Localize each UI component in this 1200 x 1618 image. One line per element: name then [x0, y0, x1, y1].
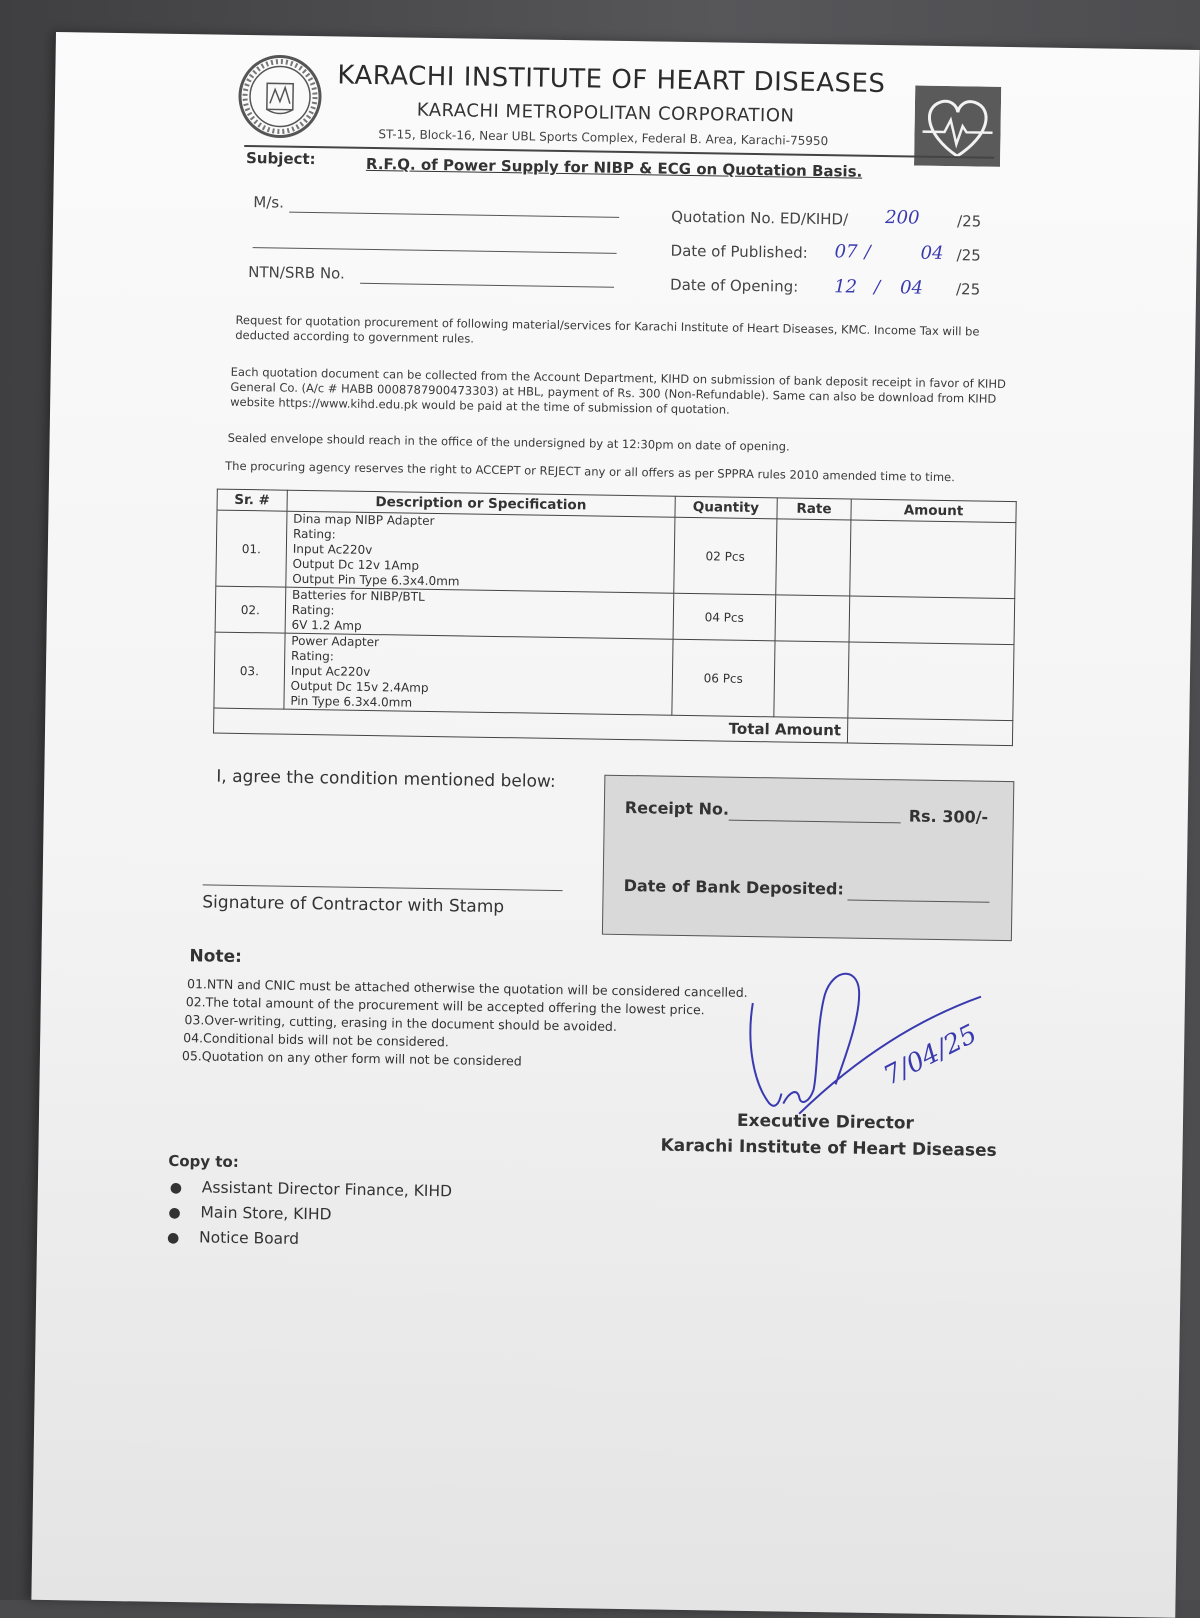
note-title: Note:	[189, 946, 243, 968]
opening-month: 04	[899, 277, 924, 299]
bullet-icon: ●	[166, 1229, 180, 1247]
header-quantity: Quantity	[675, 496, 778, 519]
institute-address: ST-15, Block-16, Near UBL Sports Complex, Federal B. Area, Karachi-75950	[378, 127, 829, 149]
subject-text: R.F.Q. of Power Supply for NIBP & ECG on Quotation Basis.	[365, 154, 863, 181]
contractor-signature-label: Signature of Contractor with Stamp	[202, 892, 505, 918]
description-line: Rating:	[291, 602, 335, 618]
total-amount-label: Total Amount	[214, 708, 848, 743]
receipt-box	[602, 775, 1014, 941]
row-quantity: 02 Pcs	[673, 517, 776, 595]
ntn-field[interactable]	[360, 283, 614, 288]
copy-to-item: Assistant Director Finance, KIHD	[201, 1178, 453, 1201]
row-amount[interactable]	[848, 642, 1014, 721]
copy-to-item: Notice Board	[198, 1228, 300, 1248]
items-table	[213, 489, 1017, 747]
heart-ecg-logo-icon	[914, 86, 1001, 167]
quotation-number-suffix: /25	[956, 212, 982, 231]
receipt-number-field[interactable]	[729, 820, 901, 824]
paragraph-procurement: Request for quotation procurement of following material/services for Karachi Institute of Heart Diseases, KMC. Income Tax will be deducted according to government rules.	[235, 312, 980, 346]
table-row	[214, 632, 1014, 721]
paragraph-rights: The procuring agency reserves the right to ACCEPT or REJECT any or all offers as per SPPRA rules 2010 amended time to time.	[225, 458, 955, 485]
description-line: Output Pin Type 6.3x4.0mm	[292, 571, 460, 589]
published-date-label: Date of Published:	[670, 241, 808, 262]
row-amount[interactable]	[849, 596, 1015, 645]
signatory-title: Executive Director	[736, 1110, 915, 1134]
row-sr: 03.	[214, 632, 285, 709]
quotation-document	[31, 32, 1199, 1618]
description-line: Input Ac220v	[292, 541, 373, 558]
description-line: Pin Type 6.3x4.0mm	[290, 693, 413, 710]
paragraph-collection: Each quotation document can be collected from the Account Department, KIHD on submission of bank deposit receipt in favor of KIHD General Co. (A/c # HABB 0008787900473303) at HBL, payment of Rs. 300 (Non-Refundable). Same can also be download from KIHD website https://www.kihd.edu.pk would be paid at the time of submission of quotation.	[230, 364, 1006, 417]
signatory-organization: Karachi Institute of Heart Diseases	[660, 1135, 997, 1161]
subject-label: Subject:	[245, 149, 316, 169]
row-amount[interactable]	[850, 520, 1016, 599]
published-separator: /	[864, 241, 871, 263]
bank-deposit-date-label: Date of Bank Deposited:	[623, 876, 844, 899]
published-month: 04	[920, 242, 944, 264]
published-day: 07	[834, 241, 858, 263]
note-item: 01.NTN and CNIC must be attached otherwise the quotation will be considered cancelled.	[186, 976, 748, 1000]
row-description	[285, 587, 674, 639]
bank-deposit-date-field[interactable]	[847, 900, 989, 903]
copy-to-item: Main Store, KIHD	[200, 1203, 332, 1224]
ntn-label: NTN/SRB No.	[248, 263, 345, 283]
opening-day: 12	[833, 276, 858, 298]
description-line: Batteries for NIBP/BTL	[291, 587, 425, 604]
row-description	[284, 633, 673, 715]
description-line: Output Dc 12v 1Amp	[292, 556, 420, 573]
kihd-seal-icon	[236, 53, 323, 140]
quotation-number-value: 200	[885, 207, 920, 229]
receipt-amount: Rs. 300/-	[908, 806, 989, 827]
ms-field-line-2[interactable]	[253, 247, 617, 254]
description-line: Rating:	[292, 526, 336, 542]
description-line: Rating:	[290, 648, 334, 664]
published-suffix: /25	[956, 246, 981, 265]
header-description: Description or Specification	[287, 490, 675, 517]
paragraph-sealed: Sealed envelope should reach in the office of the undersigned by at 12:30pm on date of opening.	[227, 430, 790, 454]
description-line: 6V 1.2 Amp	[291, 617, 362, 633]
opening-date-label: Date of Opening:	[669, 275, 799, 296]
opening-suffix: /25	[955, 280, 981, 299]
row-sr: 01.	[216, 510, 287, 587]
opening-separator: /	[873, 276, 881, 298]
row-rate[interactable]	[774, 641, 849, 718]
row-rate[interactable]	[775, 595, 850, 642]
note-item: 04.Conditional bids will not be considered.	[183, 1030, 449, 1050]
receipt-number-label: Receipt No.	[624, 798, 730, 819]
row-rate[interactable]	[776, 519, 851, 596]
note-item: 03.Over-writing, cutting, erasing in the document should be avoided.	[184, 1012, 618, 1034]
row-quantity: 06 Pcs	[672, 639, 775, 717]
contractor-signature-field[interactable]	[203, 884, 563, 891]
table-row	[216, 510, 1016, 599]
header-sr: Sr. #	[217, 489, 287, 511]
agreement-text: I, agree the condition mentioned below:	[216, 766, 556, 792]
institute-name: KARACHI INSTITUTE OF HEART DISEASES	[337, 60, 886, 100]
bullet-icon: ●	[169, 1179, 183, 1197]
header-rule	[244, 145, 994, 159]
signature-date: 7/04/25	[879, 1019, 982, 1092]
description-line: Output Dc 15v 2.4Amp	[290, 678, 429, 695]
row-quantity: 04 Pcs	[673, 593, 776, 641]
ms-field[interactable]	[289, 212, 619, 218]
corporation-name: KARACHI METROPOLITAN CORPORATION	[416, 99, 795, 127]
description-line: Power Adapter	[291, 633, 380, 650]
row-description	[286, 511, 675, 593]
header-amount: Amount	[851, 499, 1016, 523]
total-amount-value[interactable]	[847, 718, 1012, 746]
row-sr: 02.	[215, 586, 286, 633]
note-item: 02.The total amount of the procurement will be accepted offering the lowest price.	[185, 994, 705, 1018]
bullet-icon: ●	[168, 1204, 181, 1222]
description-line: Dina map NIBP Adapter	[293, 511, 435, 529]
header-rate: Rate	[777, 498, 851, 520]
quotation-number-label: Quotation No. ED/KIHD/	[671, 207, 849, 229]
ms-label: M/s.	[253, 193, 285, 212]
copy-to-title: Copy to:	[168, 1151, 239, 1172]
note-item: 05.Quotation on any other form will not be considered	[181, 1048, 522, 1069]
description-line: Input Ac220v	[290, 663, 371, 680]
